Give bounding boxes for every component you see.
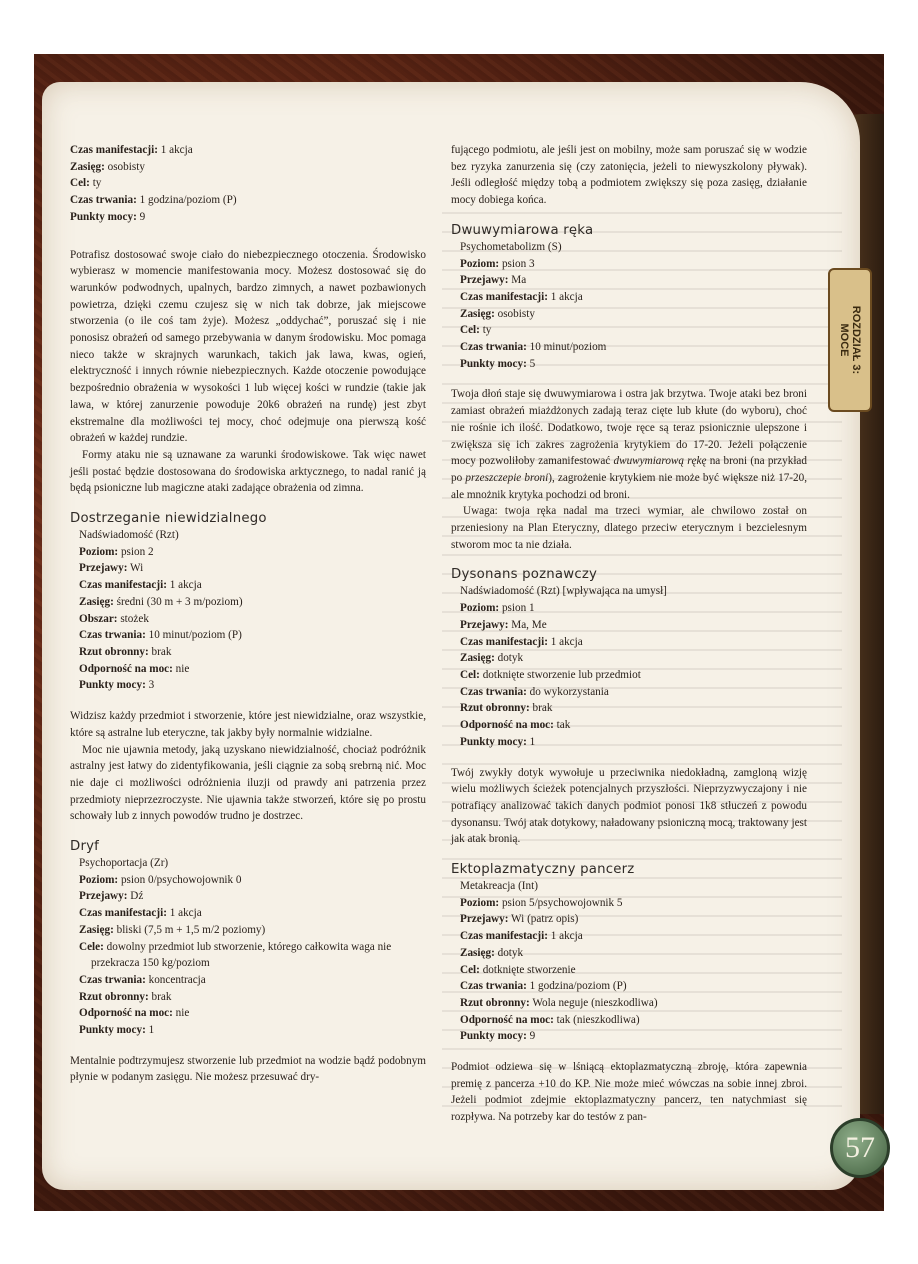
power-entry bbox=[70, 838, 426, 1086]
description-paragraph: Twoja dłoń staje się dwuwymiarowa i ostra jak brzytwa. Twoje ataki bez broni zamiast obrażeń miażdżonych zadają teraz cięte lub kłute (do wyboru), choć nie rośnie ich ilość. Dodatkowo, twoje ręce są teraz psionicznie ulepszone i zwiększa się ich zakres zagrożenia krytykiem do 17-20. Jeżeli połączenie mocy pozwoliłoby zamanifestować dwuwymiarową rękę na broni (na przykład po przeszczepie broni), zagrożenie krytykiem nie może być większe niż 17-20, ale mnożnik krytyka pochodzi od broni. bbox=[451, 388, 808, 501]
stat-line: Punkty mocy: 3 bbox=[79, 679, 155, 692]
power-title: Dwuwymiarowa ręka bbox=[451, 222, 594, 238]
stat-line: Zasięg: osobisty bbox=[460, 307, 535, 320]
description-paragraph: Twój zwykły dotyk wywołuje u przeciwnika niedokładną, zamgloną wizję wielu możliwych ścieżek potencjalnych przyszłości. Nieprzyzwyczajony i nie potrafiący analizować takich danych podmiot ponosi 1k8 stłuczeń z powodu dysonansu. Twój atak dotykowy, naładowany psioniczną mocą, traktowany jest jak atak bronią. bbox=[451, 766, 807, 846]
power-school: Psychometabolizm (S) bbox=[460, 240, 562, 253]
stat-line: Czas trwania: 10 minut/poziom bbox=[460, 341, 607, 354]
power-entry bbox=[70, 510, 426, 825]
stat-line: Czas trwania: koncentracja bbox=[79, 973, 206, 986]
stat-line: Czas manifestacji: 1 akcja bbox=[460, 930, 583, 943]
stat-line: Punkty mocy: 9 bbox=[70, 210, 146, 223]
stat-line: Przejawy: Dź bbox=[79, 890, 144, 903]
stat-line: Odporność na moc: tak (nieszkodliwa) bbox=[460, 1013, 640, 1026]
stat-line: Poziom: psion 2 bbox=[79, 545, 154, 558]
power-entry bbox=[451, 566, 807, 848]
stat-line: Punkty mocy: 9 bbox=[460, 1030, 536, 1043]
stat-line: Czas manifestacji: 1 akcja bbox=[460, 635, 583, 648]
stat-line: Poziom: psion 3 bbox=[460, 257, 535, 270]
stat-line: Czas trwania: 1 godzina/poziom (P) bbox=[460, 980, 627, 993]
stat-line: Czas manifestacji: 1 akcja bbox=[79, 907, 202, 920]
power-title: Ektoplazmatyczny pancerz bbox=[451, 862, 635, 878]
stat-line: Cel: ty bbox=[460, 324, 492, 337]
stat-line: Zasięg: średni (30 m + 3 m/poziom) bbox=[79, 595, 243, 608]
stat-line: Czas manifestacji: 1 akcja bbox=[70, 144, 193, 156]
description-paragraph: Uwaga: twoja ręka nadal ma trzeci wymiar, ale chwilowo został on przeniesiony na Plan Eteryczny, dlatego przeciw eterycznym i bezcielesnym stworom moc ta nie działa. bbox=[451, 505, 807, 551]
stat-line: Czas trwania: 1 godzina/poziom (P) bbox=[70, 194, 237, 207]
stat-line: Poziom: psion 0/psychowojownik 0 bbox=[79, 873, 242, 886]
power-entry bbox=[451, 861, 807, 1126]
stat-line: Zasięg: dotyk bbox=[460, 946, 524, 959]
stat-line: Cel: ty bbox=[70, 177, 102, 190]
description-paragraph: Mentalnie podtrzymujesz stworzenie lub przedmiot na wodzie bądź podobnym płynie w podanym zasięgu. Nie możesz przesuwać dry- bbox=[70, 1054, 426, 1084]
power-title: Dryf bbox=[70, 839, 100, 855]
power-title: Dostrzeganie niewidzialnego bbox=[70, 511, 267, 527]
stat-line: Przejawy: Wi bbox=[79, 562, 144, 575]
stat-line: Punkty mocy: 1 bbox=[460, 735, 536, 748]
stat-line: Rzut obronny: brak bbox=[79, 645, 172, 658]
power-title: Dysonans poznawczy bbox=[451, 567, 598, 583]
right-column bbox=[451, 142, 807, 1126]
page-number-badge bbox=[830, 1118, 890, 1178]
stat-line: Punkty mocy: 1 bbox=[79, 1024, 155, 1037]
stat-line: Czas manifestacji: 1 akcja bbox=[79, 579, 202, 592]
stat-line: Odporność na moc: nie bbox=[79, 1007, 190, 1020]
stat-line: Czas trwania: do wykorzystania bbox=[460, 685, 609, 698]
power-entry bbox=[451, 222, 807, 554]
stat-line: Zasięg: osobisty bbox=[70, 160, 145, 173]
description-paragraph: Potrafisz dostosować swoje ciało do niebezpiecznego otoczenia. Środowisko wybierasz w momencie manifestowania mocy. Możesz dostosować się do warunków podwodnych, upalnych, bardzo zimnych, a nawet pozbawionych powietrza, dzięki czemu czujesz się w nich tak dobrze, jak miejscowe stworzenia (o ile coś tam żyje). Możesz „oddychać”, poruszać się i nie ponosisz obrażeń od samego przebywania w danym środowisku. Moc pomaga nieco także w skrajnych warunkach, takich jak lawa, kwas, ogień, elektryczność i innych równie niebezpiecznych. Każde otoczenie powodujące bezpośrednio obrażenia w wysokości 1 lub więcej kości w rundzie (takie jak lawa, w której zanurzenie powoduje 20k6 obrażeń na rundę) jest zbyt ekstremalne dla możliwości tej mocy, choć odejmuje ona pierwszą kość obrażeń w każdej rundzie. bbox=[70, 248, 426, 445]
stat-line: Cel: dotknięte stworzenie lub przedmiot bbox=[460, 668, 641, 681]
stat-line: Cele: dowolny przedmiot lub stworzenie, którego całkowita waga nie przekracza 150 kg/poziom bbox=[79, 940, 392, 970]
stat-line: Rzut obronny: brak bbox=[460, 702, 553, 715]
stat-line: Zasięg: dotyk bbox=[460, 652, 524, 665]
stat-line: Rzut obronny: Wola neguje (nieszkodliwa) bbox=[460, 996, 658, 1009]
page-number: 57 bbox=[845, 1131, 875, 1164]
stat-line: Poziom: psion 5/psychowojownik 5 bbox=[460, 896, 623, 909]
stat-line: Odporność na moc: tak bbox=[460, 719, 571, 732]
intro-stat-block bbox=[70, 142, 426, 226]
power-school: Nadświadomość (Rzt) bbox=[79, 529, 179, 542]
stat-line: Przejawy: Wi (patrz opis) bbox=[460, 913, 579, 926]
stat-line: Czas trwania: 10 minut/poziom (P) bbox=[79, 629, 242, 642]
stat-line: Czas manifestacji: 1 akcja bbox=[460, 290, 583, 303]
stat-line: Obszar: stożek bbox=[79, 612, 149, 625]
chapter-tab bbox=[828, 268, 872, 412]
stat-line: Poziom: psion 1 bbox=[460, 602, 535, 615]
stat-line: Zasięg: bliski (7,5 m + 1,5 m/2 poziomy) bbox=[79, 923, 266, 936]
stat-line: Rzut obronny: brak bbox=[79, 990, 172, 1003]
stat-line: Przejawy: Ma, Me bbox=[460, 618, 547, 631]
description-paragraph: Moc nie ujawnia metody, jaką uzyskano niewidzialność, chociaż podróżnik astralny jest łatwy do zidentyfikowania, jeśli ciągnie za sobą srebrną nić. Moc nie daje ci możliwości odróżnienia iluzji od prawdy ani patrzenia przez przedmioty nieprzezroczyste. Nie ujawnia także stworzeń, które się po prostu schowały lub z innych powodów trudno je dostrzec. bbox=[70, 743, 426, 823]
stat-line: Punkty mocy: 5 bbox=[460, 357, 536, 370]
stat-line: Przejawy: Ma bbox=[460, 274, 527, 287]
description-paragraph: Widzisz każdy przedmiot i stworzenie, które jest niewidzialne, oraz wszystkie, które są astralne lub eteryczne, tak jakby były normalnie widzialne. bbox=[70, 710, 426, 739]
left-column bbox=[70, 142, 426, 1086]
stat-line: Odporność na moc: nie bbox=[79, 662, 190, 675]
chapter-tab-label: ROZDZIAŁ 3: MOCE bbox=[838, 305, 863, 375]
continuation-paragraph: fującego podmiotu, ale jeśli jest on mobilny, może sam poruszać się w wodzie bez ryzyka zanurzenia się (czy zatonięcia, jeżeli to niewyszkolony pływak). Jeśli odległość między tobą a podmiotem zwiększy się poza zasięg, działanie mocy dobiega końca. bbox=[451, 144, 807, 207]
power-school: Psychoportacja (Zr) bbox=[79, 857, 169, 870]
description-paragraph: Formy ataku nie są uznawane za warunki środowiskowe. Tak więc nawet jeśli postać będzie dostosowana do środowiska arktycznego, to nadal ranić ją będą psioniczne lub magiczne ataki zadające obrażenia od zimna. bbox=[70, 448, 426, 495]
description-paragraph: Podmiot odziewa się w lśniącą ektoplazmatyczną zbroję, która zapewnia premię z pancerza +10 do KP. Nie może mieć wówczas na sobie innej zbroi. Jeżeli podmiot zdejmie ektoplazmatyczny pancerz, ten natychmiast się rozpływa. Na potrzeby kar do testów z pan- bbox=[451, 1061, 807, 1124]
power-school: Metakreacja (Int) bbox=[460, 880, 538, 893]
stat-line: Cel: dotknięte stworzenie bbox=[460, 963, 576, 976]
power-school: Nadświadomość (Rzt) [wpływająca na umysł] bbox=[460, 585, 667, 598]
